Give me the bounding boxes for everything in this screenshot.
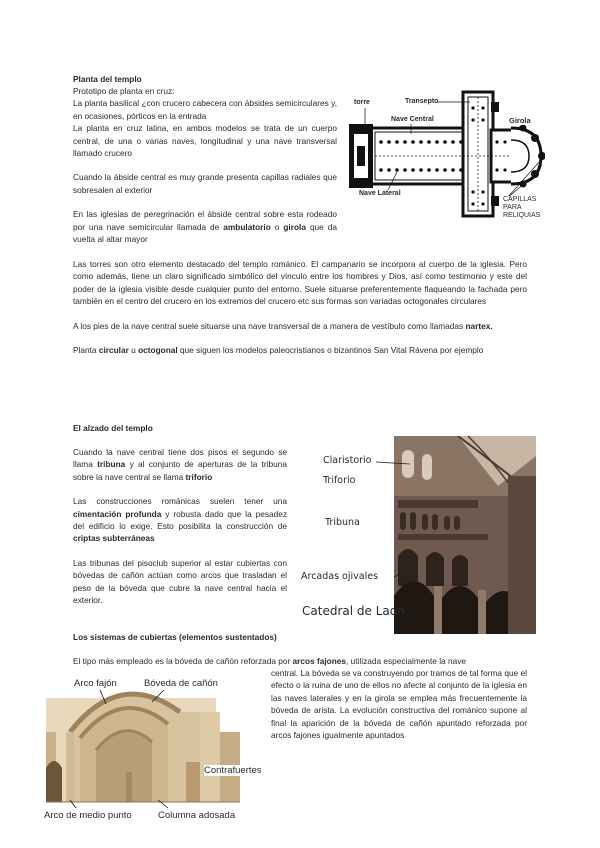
- plan-label-capillas: [503, 196, 540, 220]
- vault-figure: [40, 672, 272, 828]
- plan-label-girola: Girola: [509, 116, 531, 125]
- planta-paragraph-7: Planta circular u octogonal que siguen los modelos paleocristianos o bizantinos San Vital Rávena por ejemplo: [73, 345, 484, 356]
- planta-paragraph-6: A los pies de la nave central suele situarse una nave transversal de a manera de vestíbulo como llamadas nartex.: [73, 320, 493, 331]
- plan-label-nave-central: Nave Central: [391, 116, 434, 123]
- cubiertas-line-1: El tipo más empleado es la bóveda de cañón reforzada por arcos fajones, utilizada especialmente la nave: [73, 656, 466, 666]
- planta-paragraph-5: Las torres son otro elemento destacado del templo románico. El campanario se incorpora al cuerpo de la iglesia. Pero como además, tiene un claro significado simbólico del vínculo entre los hombres y Dios, así como testimonio y este del poder de la iglesia visible desde cualquier punto del entorno. Suele situarse preferentemente flaqueando la fachada pero también en el centro del crucero en los extremos del crucero etc sus formas son variadas octogonales circulares: [73, 259, 527, 307]
- plan-label-transepto: Transepto: [405, 98, 439, 105]
- section-title-planta: Planta del templo: [73, 74, 142, 84]
- elevation-label-tribuna: Tribuna: [325, 517, 360, 528]
- plan-label-nave-lateral: Nave Lateral: [359, 190, 401, 197]
- church-plan-figure: [345, 88, 545, 220]
- vault-label-contrafuertes: Contrafuertes: [204, 765, 262, 776]
- elevation-label-claristorio: Claristorio: [323, 455, 372, 466]
- planta-paragraph-3: Cuando la ábside central es muy grande presenta capillas radiales que sobresalen al exterior: [73, 172, 337, 195]
- barrel-vault-drawing: [40, 672, 272, 828]
- capillas-line-2: PARA: [503, 204, 522, 211]
- capillas-line-3: RELIQUIAS: [503, 212, 541, 219]
- vault-label-columna: Columna adosada: [158, 810, 236, 821]
- vault-label-arco-medio-punto: Arco de medio punto: [44, 810, 132, 821]
- alzado-paragraph-1: Cuando la nave central tiene dos pisos el segundo se llama tribuna y al conjunto de aperturas de la tribuna sobre la nave central se llama triforio: [73, 447, 287, 482]
- section-title-cubiertas: Los sistemas de cubiertas (elementos sustentados): [73, 632, 277, 642]
- alzado-paragraph-2: Las construcciones románicas suelen tener una cimentación profunda y robusta dado que la pesadez del edificio lo exige. Esto posibilita la construcción de criptas subterráneas: [73, 496, 288, 544]
- planta-paragraph-1: La planta basilical ¿con crucero cabecera con ábsides semicirculares y, en ocasiones, pórticos en la entrada: [73, 98, 337, 121]
- elevation-figure: [298, 436, 536, 634]
- planta-full-width-text: [73, 258, 527, 366]
- vault-label-arco-fajon: Arco fajón: [74, 678, 117, 689]
- cubiertas-right-column: [271, 667, 527, 751]
- plan-label-torre: torre: [354, 99, 370, 106]
- section-title-alzado: El alzado del templo: [73, 423, 153, 433]
- capillas-line-1: CAPILLAS: [503, 196, 537, 203]
- elevation-caption: Catedral de Laon: [302, 604, 405, 618]
- cubiertas-paragraph-2: central. La bóveda se va construyendo por tramos de tal forma que el efecto o la ruina de uno de ellos no afecte al conjunto de la iglesia en las naves laterales y en la girola se emplea más frecuentemente la bóveda de arista. La evolución constructiva del románico supone al final la aparición de la bóveda de cañón apuntado reforzada por arcos fajones igualmente apuntados: [271, 668, 527, 741]
- planta-left-column: [73, 85, 337, 255]
- planta-paragraph-4: En las iglesias de peregrinación el ábside central sobre esta rodeado por una nave semicircular llamada de ambulatorio o girola que da vuelta al altar mayor: [73, 209, 337, 245]
- elevation-label-triforio: Triforio: [323, 475, 356, 486]
- vault-label-boveda: Bóveda de cañón: [144, 678, 218, 689]
- alzado-left-column: [73, 446, 287, 616]
- elevation-label-arcadas: Arcadas ojivales: [301, 571, 379, 582]
- planta-paragraph-2: La planta en cruz latina, en ambos modelos se trata de un cuerpo central, de una o varias naves, longitudinal y una nave transversal llamado crucero: [73, 123, 337, 159]
- planta-intro: Prototipo de planta en cruz:: [73, 86, 175, 96]
- alzado-paragraph-3: Las tribunas del pisoclub superior al estar cubiertas con bóvedas de cañón actúan como arcos que trasladan el peso de la bóveda que cubre la nave central hacia el exterior.: [73, 557, 287, 606]
